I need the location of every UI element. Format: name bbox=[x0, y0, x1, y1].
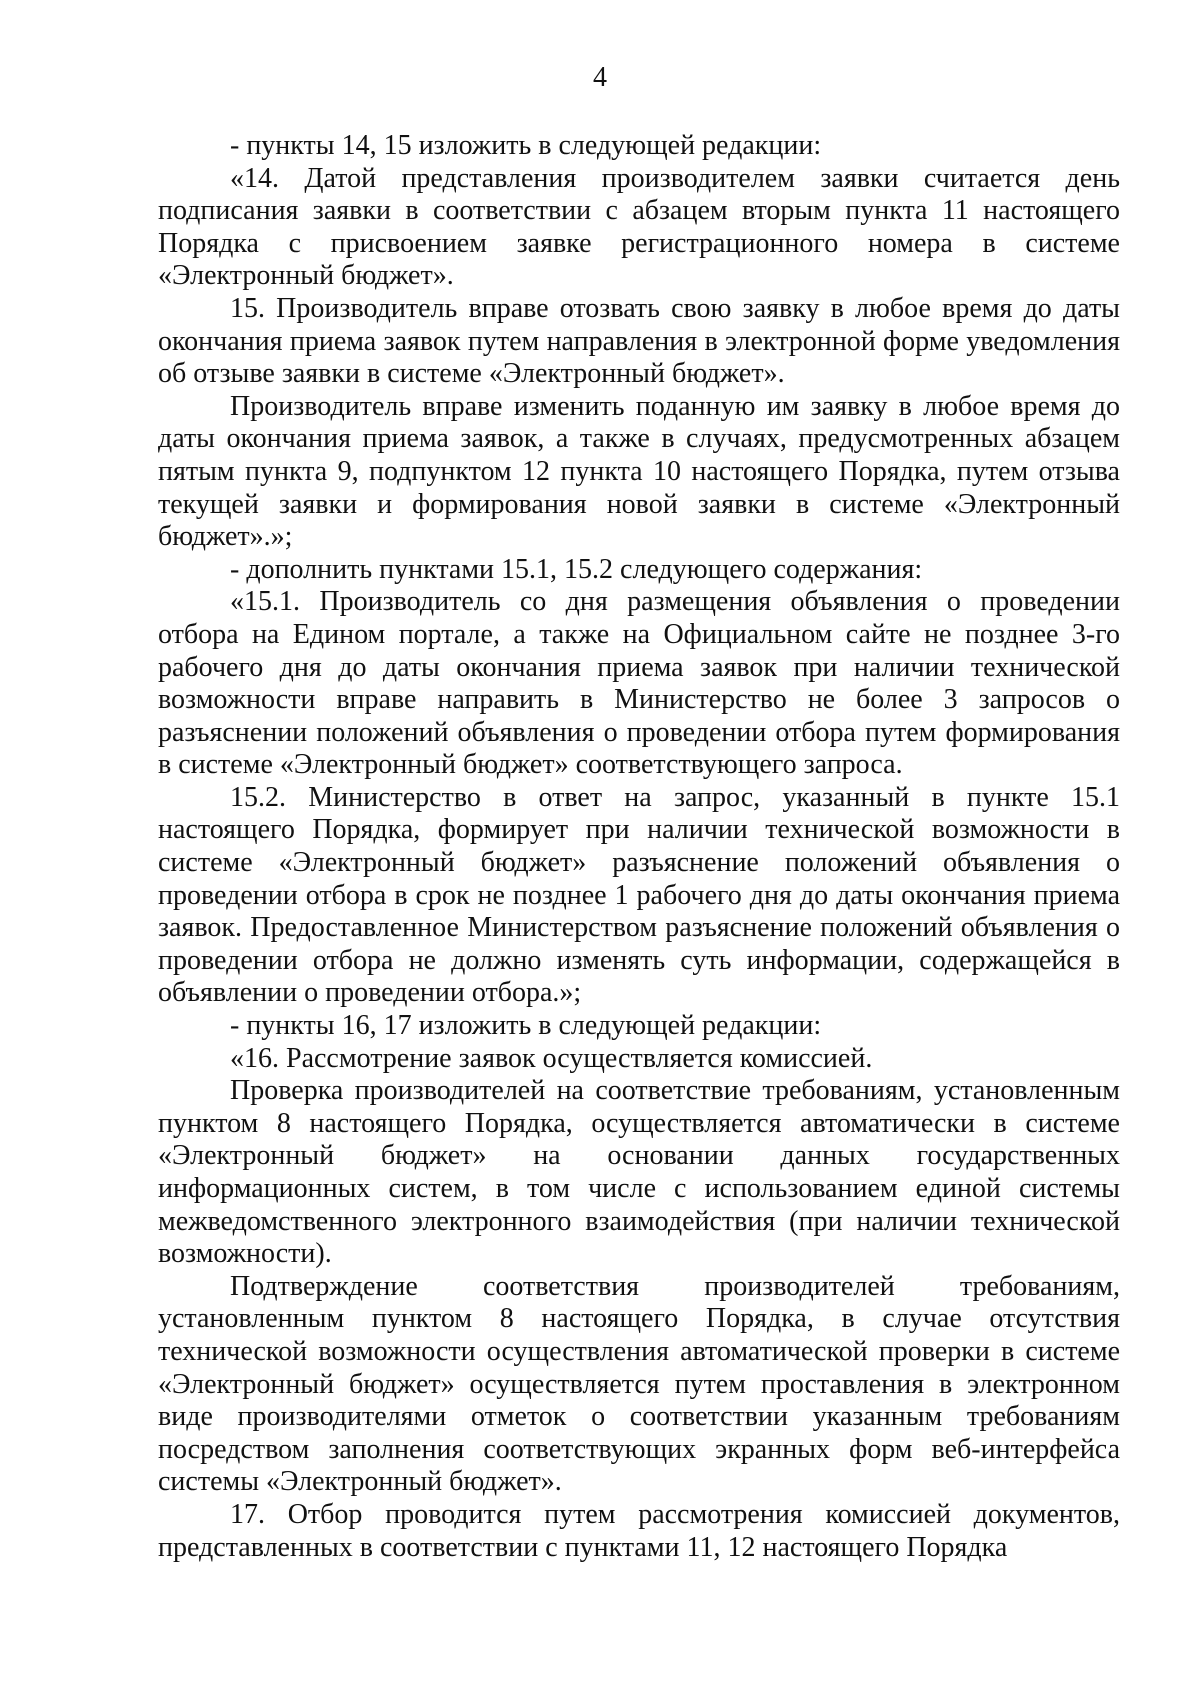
paragraph-item-15-2: 15.2. Министерство в ответ на запрос, указанный в пункте 15.1 настоящего Порядка, формирует при наличии технической возможности в системе «Электронный бюджет» разъяснение положений объявления о проведении отбора в срок не позднее 1 рабочего дня до даты окончания приема заявок. Предоставленное Министерством разъяснение положений объявления о проведении отбора не должно изменять суть информации, содержащейся в объявлении о проведении отбора.»; bbox=[158, 781, 1120, 1009]
paragraph-item-14: «14. Датой представления производителем заявки считается день подписания заявки в соответствии с абзацем вторым пункта 11 настоящего Порядка с присвоением заявке регистрационного номера в системе «Электронный бюджет». bbox=[158, 162, 1120, 292]
page-number: 4 bbox=[593, 62, 607, 93]
paragraph-item-15-second: Производитель вправе изменить поданную им заявку в любое время до даты окончания приема заявок, а также в случаях, предусмотренных абзацем пятым пункта 9, подпунктом 12 пункта 10 настоящего Порядка, путем отзыва текущей заявки и формирования новой заявки в системе «Электронный бюджет».»; bbox=[158, 390, 1120, 553]
paragraph-item-15-1: «15.1. Производитель со дня размещения объявления о проведении отбора на Едином портале, а также на Официальном сайте не позднее 3-го рабочего дня до даты окончания приема заявок при наличии технической возможности вправе направить в Министерство не более 3 запросов о разъяснении положений объявления о проведении отбора путем формирования в системе «Электронный бюджет» соответствующего запроса. bbox=[158, 586, 1120, 781]
paragraph-items-16-17-intro: - пункты 16, 17 изложить в следующей редакции: bbox=[230, 1010, 822, 1042]
paragraph-item-17: 17. Отбор проводится путем рассмотрения комиссией документов, представленных в соответствии с пунктами 11, 12 настоящего Порядка bbox=[158, 1498, 1120, 1563]
paragraph-item-15: 15. Производитель вправе отозвать свою заявку в любое время до даты окончания приема заявок путем направления в электронной форме уведомления об отзыве заявки в системе «Электронный бюджет». bbox=[158, 292, 1120, 390]
paragraph-items-14-15-intro: - пункты 14, 15 изложить в следующей редакции: bbox=[230, 130, 822, 161]
document-body bbox=[158, 130, 1120, 1564]
paragraph-item-16-check: Проверка производителей на соответствие требованиям, установленным пунктом 8 настоящего Порядка, осуществляется автоматически в системе «Электронный бюджет» на основании данных государственных информационных систем, в том числе с использованием единой системы межведомственного электронного взаимодействия (при наличии технической возможности). bbox=[158, 1075, 1120, 1270]
paragraph-items-15-1-15-2-intro: - дополнить пунктами 15.1, 15.2 следующего содержания: bbox=[230, 553, 923, 585]
paragraph-item-16-confirmation: Подтверждение соответствия производителей требованиям, установленным пунктом 8 настоящего Порядка, в случае отсутствия технической возможности осуществления автоматической проверки в системе «Электронный бюджет» осуществляется путем проставления в электронном виде производителями отметок о соответствии указанным требованиям посредством заполнения соответствующих экранных форм веб-интерфейса системы «Электронный бюджет». bbox=[158, 1270, 1120, 1498]
paragraph-item-16: «16. Рассмотрение заявок осуществляется комиссией. bbox=[230, 1042, 873, 1074]
